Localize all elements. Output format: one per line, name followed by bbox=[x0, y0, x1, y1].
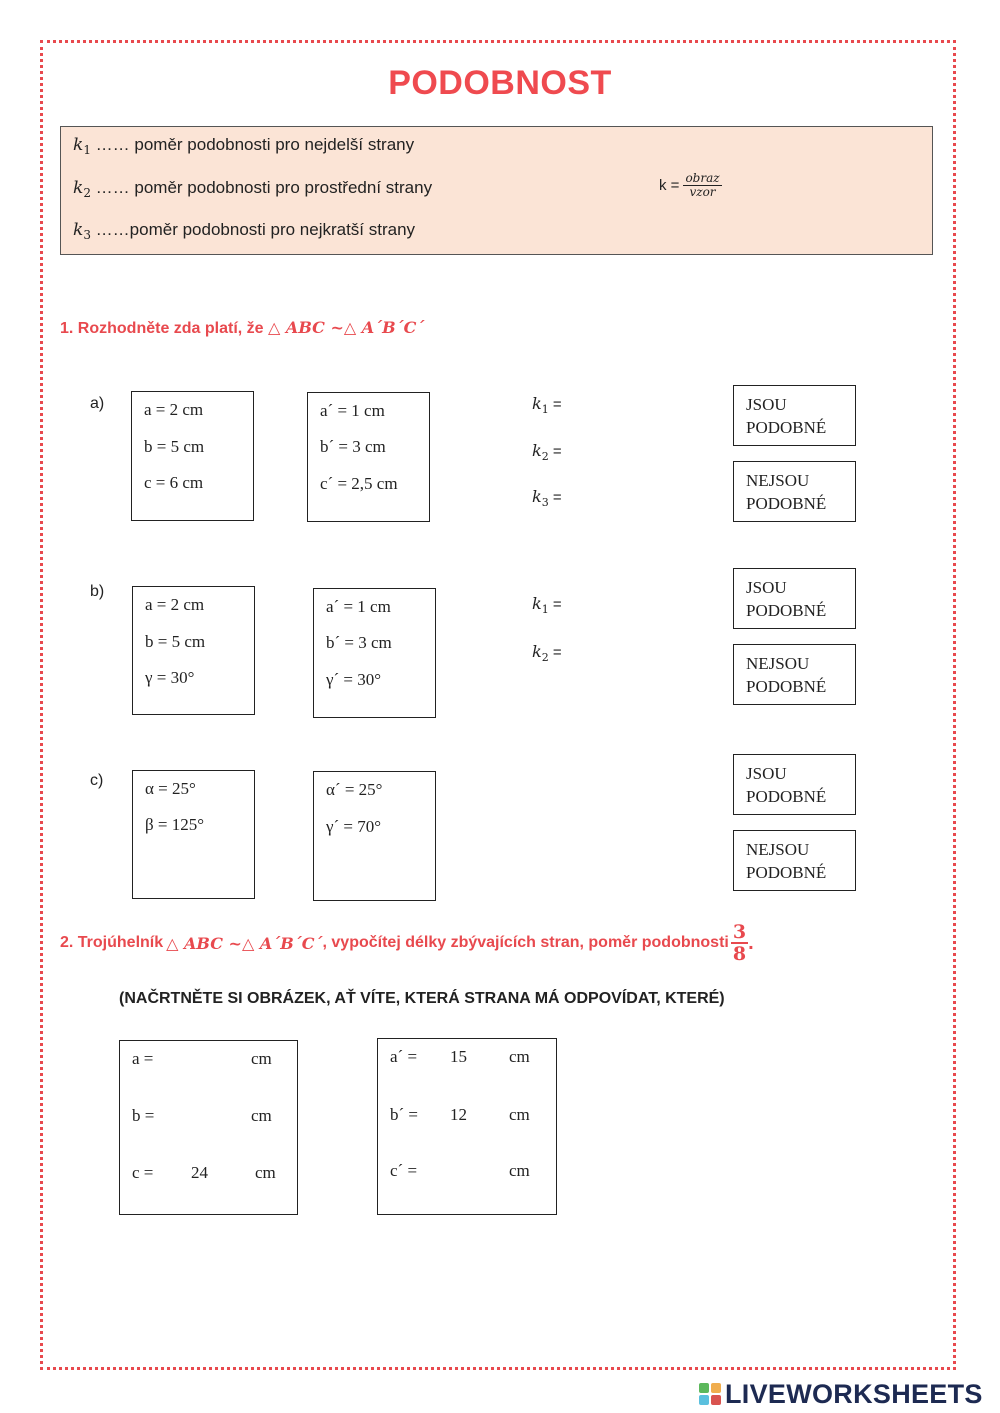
value-line: b = 5 cm bbox=[144, 437, 205, 456]
side-value: 12 bbox=[450, 1105, 467, 1124]
task1a-right-box bbox=[307, 392, 430, 522]
liveworksheets-footer bbox=[699, 1376, 983, 1412]
value-line: a = 2 cm bbox=[144, 400, 204, 419]
task1a-k2-input[interactable] bbox=[575, 442, 719, 468]
task1b-label: b) bbox=[90, 583, 105, 600]
side-label: a´ = bbox=[390, 1047, 418, 1066]
logo-cell bbox=[711, 1383, 721, 1393]
task1a-k1: $k_1$ = bbox=[532, 394, 562, 416]
definitions-box bbox=[60, 126, 933, 255]
side-label: b = bbox=[132, 1106, 155, 1125]
unit-label: cm bbox=[251, 1106, 272, 1125]
task1c-left-box bbox=[132, 770, 255, 899]
ratio-formula: k = $\frac{\text{obraz}}{\text{vzor}}$ bbox=[659, 171, 720, 199]
unit-label: cm bbox=[251, 1049, 272, 1068]
value-line: c = 6 cm bbox=[144, 473, 204, 492]
task2-a-input[interactable] bbox=[180, 1049, 244, 1075]
task2-note: (NAČRTNĚTE SI OBRÁZEK, AŤ VÍTE, KTERÁ STRANA MÁ ODPOVÍDAT, KTERÉ) bbox=[119, 990, 725, 1007]
task1b-right-box bbox=[313, 588, 436, 718]
value-line: b = 5 cm bbox=[145, 632, 206, 651]
task1b-k1-input[interactable] bbox=[575, 595, 719, 621]
task1b-not-similar-button[interactable]: NEJSOU PODOBNÉ bbox=[733, 644, 856, 705]
task1b-similar-button[interactable]: JSOU PODOBNÉ bbox=[733, 568, 856, 629]
liveworksheets-logo-icon bbox=[699, 1383, 721, 1405]
task2-heading: 2. Trojúhelník △ ABC ~△ A´B´C´ , vypočítej délky zbývajících stran, poměr podobnosti 3 8 . bbox=[60, 921, 754, 965]
logo-cell bbox=[711, 1395, 721, 1405]
unit-label: cm bbox=[509, 1047, 530, 1066]
similarity-ratio: 3 8 bbox=[732, 921, 747, 965]
value-line: c´ = 2,5 cm bbox=[320, 474, 398, 493]
task1a-left-box bbox=[131, 391, 254, 521]
task1c-right-box bbox=[313, 771, 436, 901]
formula-fraction: $\frac{\text{obraz}}{\text{vzor}}$ bbox=[685, 171, 720, 199]
value-line: γ = 30° bbox=[145, 668, 195, 687]
task1b-k1: $k_1$ = bbox=[532, 594, 562, 616]
value-line: a = 2 cm bbox=[145, 595, 205, 614]
logo-cell bbox=[699, 1383, 709, 1393]
task1a-not-similar-button[interactable]: NEJSOU PODOBNÉ bbox=[733, 461, 856, 522]
task1a-similar-button[interactable]: JSOU PODOBNÉ bbox=[733, 385, 856, 446]
value-line: b´ = 3 cm bbox=[326, 633, 392, 652]
task1b-k2: $k_2$ = bbox=[532, 642, 562, 664]
unit-label: cm bbox=[255, 1163, 276, 1182]
logo-cell bbox=[699, 1395, 709, 1405]
unit-label: cm bbox=[509, 1161, 530, 1180]
side-label: c´ = bbox=[390, 1161, 418, 1180]
value-line: γ´ = 70° bbox=[326, 817, 382, 836]
side-label: c = bbox=[132, 1163, 154, 1182]
value-line: a´ = 1 cm bbox=[326, 597, 391, 616]
value-line: b´ = 3 cm bbox=[320, 437, 386, 456]
value-line: α´ = 25° bbox=[326, 780, 383, 799]
brand-name: LIVEWORKSHEETS bbox=[725, 1378, 983, 1409]
task2-right-box bbox=[377, 1038, 557, 1215]
value-line: β = 125° bbox=[145, 815, 205, 834]
task2-c-prime-input[interactable] bbox=[440, 1161, 504, 1187]
task1a-k2: $k_2$ = bbox=[532, 441, 562, 463]
task2-b-input[interactable] bbox=[180, 1106, 244, 1132]
task1c-similar-button[interactable]: JSOU PODOBNÉ bbox=[733, 754, 856, 815]
task1a-k1-input[interactable] bbox=[575, 395, 719, 421]
task1a-label: a) bbox=[90, 395, 105, 412]
task1b-left-box bbox=[132, 586, 255, 715]
definition-k1: $k_1$ …… poměr podobnosti pro nejdelší strany bbox=[73, 135, 415, 157]
task1a-k3-input[interactable] bbox=[575, 488, 719, 514]
page-title: PODOBNOST bbox=[388, 64, 612, 102]
task1a-k3: $k_3$ = bbox=[532, 487, 562, 509]
definition-k3: $k_3$ ……poměr podobnosti pro nejkratší strany bbox=[73, 220, 416, 242]
value-line: a´ = 1 cm bbox=[320, 401, 385, 420]
side-value: 15 bbox=[450, 1047, 467, 1066]
task1c-label: c) bbox=[90, 772, 104, 789]
side-label: b´ = bbox=[390, 1105, 418, 1124]
task1c-not-similar-button[interactable]: NEJSOU PODOBNÉ bbox=[733, 830, 856, 891]
value-line: α = 25° bbox=[145, 779, 196, 798]
task1-heading: 1. Rozhodněte zda platí, že △ ABC ~△ A´B´C´ bbox=[60, 318, 425, 337]
value-line: γ´ = 30° bbox=[326, 670, 382, 689]
unit-label: cm bbox=[509, 1105, 530, 1124]
task1b-k2-input[interactable] bbox=[575, 643, 719, 669]
side-label: a = bbox=[132, 1049, 154, 1068]
definition-k2: $k_2$ …… poměr podobnosti pro prostřední strany bbox=[73, 178, 433, 200]
side-value: 24 bbox=[191, 1163, 208, 1182]
task2-left-box bbox=[119, 1040, 298, 1215]
